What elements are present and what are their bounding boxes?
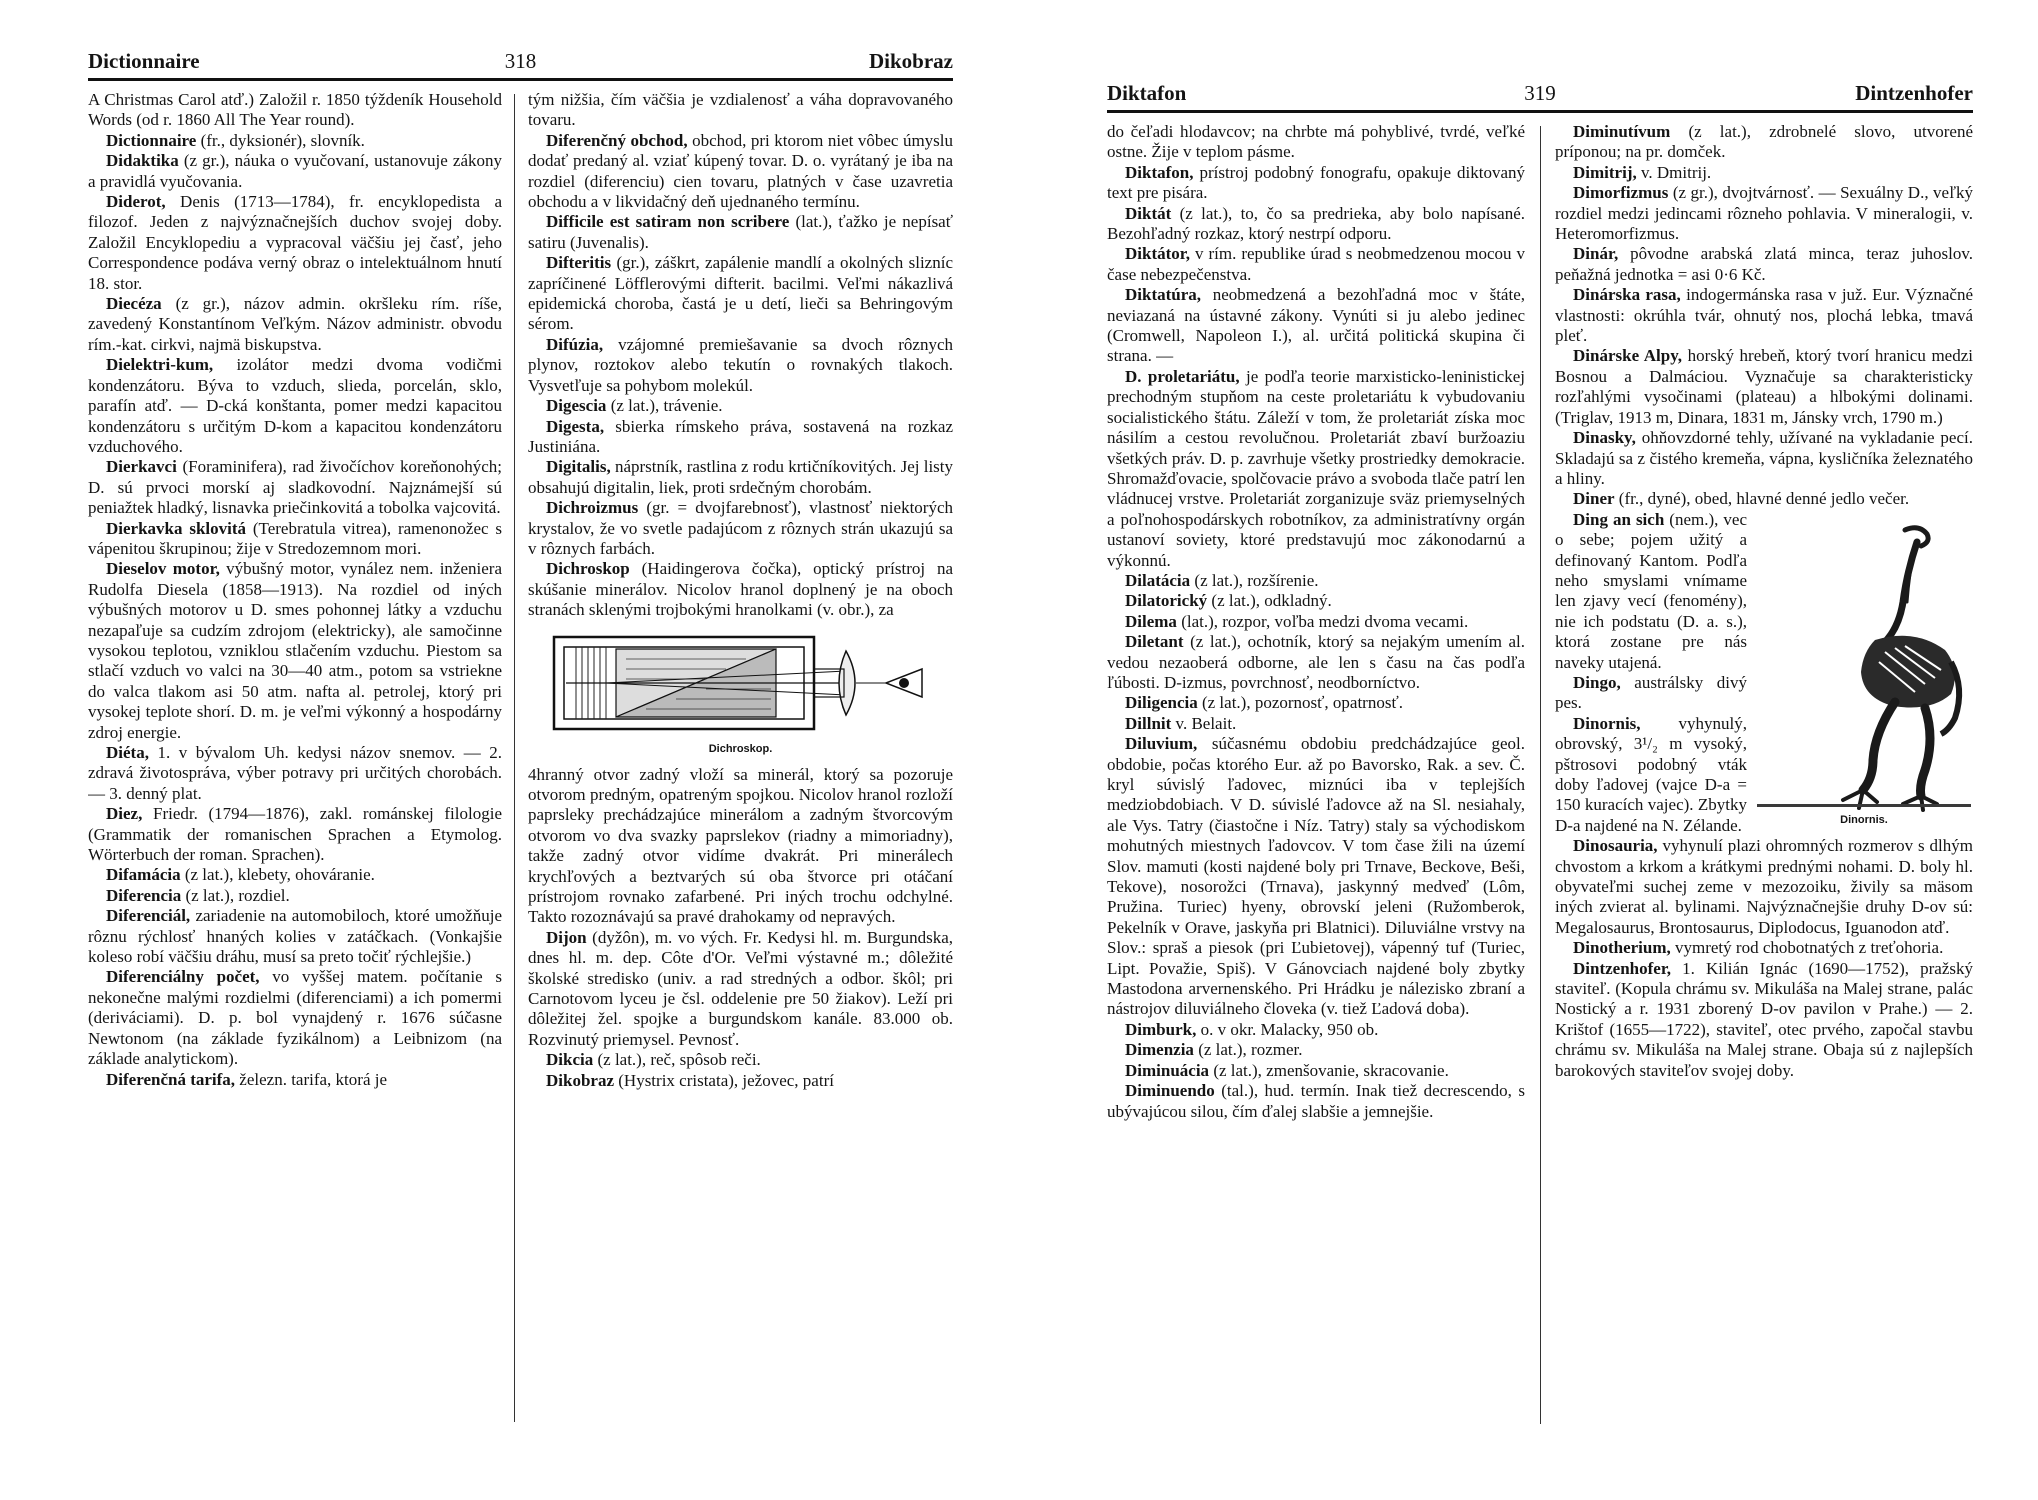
entry-headword: Diferenciál,: [106, 906, 191, 926]
entry-definition: 1. v bývalom Uh. kedysi názov snemov. — 2. zdravá životospráva, výber potravy pri určitých chorobách. — 3. denný plat.: [88, 743, 502, 803]
entry-continuation: [1107, 122, 1525, 163]
entry-headword: Dichroskop: [546, 559, 630, 579]
entry-continuation: [88, 90, 502, 131]
entry-definition: (z lat.), trávenie.: [610, 396, 723, 416]
entry-definition: vymretý rod chobotnatých z treťohoria.: [1675, 938, 1944, 958]
dictionary-entry: [528, 253, 953, 335]
entry-headword: Difteritis: [546, 253, 612, 273]
entry-definition: (Hystrix cristata), ježovec, patrí: [618, 1070, 834, 1090]
entry-headword: Diktátor,: [1125, 244, 1191, 264]
entry-definition: (dyžôn), m. vo vých. Fr. Kedysi hl. m. Burgundska, dnes hl. m. dep. Côte d'Or. Veľmi výstavné m.; dôležité školské stredisko (univ. a rad stredných a odbor. škôl; pri Carnotovom lyceu je čsl. oddelenie pre 50 žiakov). Leží pri dôležitej žel. spojke a burgundskom kanále. 83.000 ob. Rozvinutý priemysel. Pevnosť.: [528, 927, 953, 1049]
dictionary-entry: [528, 498, 953, 559]
dictionary-entry: [88, 967, 502, 1069]
column-divider: [1540, 126, 1541, 1424]
entry-headword: Dillnit: [1125, 713, 1172, 733]
dictionary-entry: [528, 1050, 953, 1070]
entry-definition: (z lat.), rozdiel.: [185, 885, 290, 905]
column-right: [1555, 122, 1973, 1454]
dictionary-entry: [528, 131, 953, 213]
entry-headword: Difúzia,: [546, 334, 604, 354]
dictionary-entry: [88, 151, 502, 192]
dictionary-entry: [88, 294, 502, 355]
entry-headword: Dinárske Alpy,: [1573, 346, 1683, 366]
dictionary-entry: [88, 519, 502, 560]
entry-headword: Dilatorický: [1125, 591, 1208, 611]
entry-definition: (Terebratula vitrea), ramenonožec s vápenitou škrupinou; žije v Stredozemnom mori.: [88, 518, 502, 558]
dichroskop-illustration: [546, 629, 936, 737]
dictionary-entry: [1107, 204, 1525, 245]
page-number: 318: [504, 49, 537, 73]
dictionary-entry: [1107, 632, 1525, 693]
entry-headword: Dictionnaire: [106, 130, 197, 150]
dictionary-entry: [88, 1070, 502, 1090]
dictionary-entry: [1555, 122, 1973, 163]
entry-definition: (nem.), vec o sebe; pojem užitý a definovaný Kantom. Podľa neho smyslami vnímame len zjavy vecí (fenomény), nie ich podstatu (D. a. s.), ktorá zostane pre nás naveky utajená.: [1555, 509, 1747, 672]
entry-continuation: [528, 765, 953, 928]
entry-headword: Diferencia: [106, 885, 182, 905]
entry-headword: Dingo,: [1573, 672, 1621, 692]
dictionary-entry: [1555, 183, 1973, 244]
entry-headword: Diktát: [1125, 203, 1172, 223]
entry-definition: o. v okr. Malacky, 950 ob.: [1200, 1019, 1379, 1039]
dictionary-entry: [1555, 428, 1973, 489]
entry-definition: Friedr. (1794—1876), zakl. románskej filologie (Grammatik der romanischen Sprachen a Etymolog. Wörterbuch der roman. Sprachen).: [88, 804, 502, 865]
entry-definition: (z lat.), rozšírenie.: [1194, 570, 1319, 590]
entry-headword: Dimorfizmus: [1573, 183, 1669, 203]
entry-definition: (Foraminifera), rad živočíchov koreňonohých; D. sú prvoci morskí aj sladkovodní. Najznámejší sú peniažtek hladký, lisnavka priečinkovitá a tobolka vajcovitá.: [88, 457, 502, 518]
page-319: [1107, 81, 1973, 1454]
dictionary-entry: [88, 131, 502, 151]
dichroskop-figure: [528, 629, 953, 755]
dictionary-entry: [1107, 1061, 1525, 1081]
entry-definition: horský hrebeň, ktorý tvorí hranicu medzi Bosnou a Dalmáciou. Vyznačuje sa charakteristicky rozľahlými vysočinami (plateau) a hlbokými dolinami. (Triglav, 1913 m, Dinara, 1831 m, Jánsky vrch, 1790 m.): [1555, 346, 1973, 427]
entry-headword: Diminuendo: [1125, 1081, 1215, 1101]
entry-definition: (gr. = dvojfarebnosť), vlastnosť niektorých krystalov, že vo svetle padajúcom z rôznych strán ukazujú sa v rôznych farbách.: [528, 498, 953, 558]
dictionary-entry: [1107, 367, 1525, 571]
dictionary-entry: [1555, 163, 1973, 183]
dictionary-entry: [1107, 571, 1525, 591]
entry-headword: Dierkavci: [106, 457, 177, 477]
header-guide-word-right: Dikobraz: [869, 49, 953, 73]
entry-definition: pôvodne arabská zlatá minca, teraz juhoslov. peňažná jednotka = asi 0·6 Kč.: [1555, 244, 1973, 284]
dictionary-entry: [88, 457, 502, 518]
dictionary-entry: [528, 559, 953, 620]
entry-headword: Difamácia: [106, 865, 181, 885]
dinornis-skeleton-illustration: [1755, 512, 1973, 812]
entry-definition: austrálsky divý pes.: [1555, 672, 1747, 713]
entry-definition: výbušný motor, vynález nem. inženiera Rudolfa Diesela (1858—1913). Na rozdiel od iných výbušných motorov u D. smes pohonnej látky a vzduchu nezapaľuje sa cudzím zdrojom (elektricky), ale samočinne vysokou teplotou, vzniklou stlačením vzduchu. Piestom sa stlačí vzduch vo valci na 30—40 atm., potom sa vstriekne do valca tlakom asi 50 atm. nafta al. petrolej, ktorý pri vysokej teplote shorí. D. m. je veľmi výkonný a hospodárny zdroj energie.: [88, 559, 502, 742]
column-left: [88, 90, 502, 1452]
entry-definition: sbierka rímskeho práva, sostavená na rozkaz Justiniána.: [528, 416, 953, 456]
dictionary-entry: [1107, 1040, 1525, 1060]
entry-text: do čeľadi hlodavcov; na chrbte má pohyblivé, tvrdé, veľké ostne. Žije v teplom pásme.: [1107, 122, 1525, 162]
dictionary-entry: [1555, 938, 1973, 958]
entry-definition: (fr., dyksionér), slovník.: [200, 130, 365, 150]
entry-definition: (Haidingerova čočka), optický prístroj na skúšanie minerálov. Nicolov hranol doplnený je na oboch stranách sklenými trojbokými hranolkami (v. obr.), za: [528, 559, 953, 620]
dinornis-figure: [1755, 512, 1973, 826]
dictionary-entry: [1107, 714, 1525, 734]
dictionary-entry: [88, 865, 502, 885]
dictionary-entry: [528, 1071, 953, 1091]
entry-definition: (z gr.), náuka o vyučovaní, ustanovuje zákony a pravidlá vyučovania.: [88, 151, 502, 191]
entry-definition: (gr.), záškrt, zapálenie mandlí a okolných slizníc zapríčinené Löfflerovými difterit. bacilmi. Veľmi nákazlivá epidemická choroba, častá je u detí, lieči sa Behringovým sérom.: [528, 253, 953, 334]
dictionary-entry: [1107, 591, 1525, 611]
dichroskop-caption: Dichroskop.: [708, 742, 773, 755]
dictionary-entry: [88, 192, 502, 294]
column-right: [528, 90, 953, 1452]
entry-headword: Dimburk,: [1125, 1019, 1197, 1039]
entry-headword: Dilatácia: [1125, 570, 1191, 590]
dictionary-entry: [1107, 612, 1525, 632]
dictionary-entry: [528, 928, 953, 1050]
entry-definition: náprstník, rastlina z rodu krtičníkovitých. Jej listy obsahujú digitalin, liek, proti srdečným chorobám.: [528, 457, 953, 497]
entry-headword: Diluvium,: [1125, 734, 1198, 754]
entry-headword: Diktatúra,: [1125, 285, 1202, 305]
entry-definition: obchod, pri ktorom niet vôbec úmyslu dodať predaný al. vziať kúpený tovar. D. o. vyrátaný je iba na rozdiel (diferenciu) cien tovaru, platných v čase uzavretia obchodu a v likvidačný deň ujednaného termínu.: [528, 130, 953, 212]
entry-text: 4hranný otvor zadný vloží sa minerál, ktorý sa pozoruje otvorom predným, opatreným spojkou. Nicolov hranol rozloží paprsleky prechádzajúce minerálom a zadným štvorcovým otvorom vo dva svazky paprslekov (riadny a mimoriadny), takže zadný otvor vidíme dvakrát. Pri minerálech krychľových a beztvarých sú oba štvorce pri otáčaní prístrojom rovnako zafarbené. Pri iných trochu odchylné. Takto rozoznávajú sa pravé drahokamy od nepravých.: [528, 764, 953, 927]
entry-definition: (z lat.), pozornosť, opatrnosť.: [1201, 693, 1403, 713]
entry-headword: Dikcia: [546, 1050, 594, 1070]
entry-definition: v rím. republike úrad s neobmedzenou mocou v čase nebezpečenstva.: [1107, 244, 1525, 284]
entry-headword: Diminuácia: [1125, 1060, 1210, 1080]
entry-headword: Ding an sich: [1573, 509, 1665, 529]
entry-definition: v. Belait.: [1175, 713, 1237, 733]
entry-headword: Digitalis,: [546, 457, 611, 477]
entry-definition: 1. Kilián Ignác (1690—1752), pražský staviteľ. (Kopula chrámu sv. Mikuláša na Malej strane, palác Nostický a r. 1931 zborený D-ov pavilon v Prahe.) — 2. Krištof (1655—1722), staviteľ, otec prvého, započal stavbu chrámu sv. Mikuláša na Malej strane. Obaja sú z najlepších barokových staviteľov svojej doby.: [1555, 958, 1973, 1080]
entry-headword: Diez,: [106, 804, 143, 824]
running-head-right-page: [1107, 81, 1973, 113]
entry-definition: (tal.), hud. termín. Inak tiež decrescendo, s ubývajúcou silou, čím ďalej slabšie a jemnejšie.: [1107, 1081, 1525, 1121]
entry-definition: súčasnému obdobiu predchádzajúce geol. obdobie, počas ktorého Eur. až po Bavorsko, Rak. a sev. Č. kryl súvislý ľadovec, miznúci iba v teplejších medziobdobiach. V D. súvislé ľadovce až na Sl. nesiahaly, ale Vys. Tatry (čiastočne i Níz. Tatry) staly sa východiskom mohutných miestnych ľadovcov. V tom čase žili na území Slov. mamuti (kosti najdené boly pri Trnave, Beckove, Beši, Tekove), nosorožci (Trnava), jaskynný medveď (Lôm, Pružina. Turiec) hyeny, obrovskí jeleni (Ružomberok, Pekelník v Orave, jaskyňa pri Blatnici). Diluviálne vrstvy na Slov.: spraš a piesok (pri Ľubietovej), vápenný tuf (Turiec, Lipt. Považie, Spiš). V Gánovciach najdené boly zbytky Mastodona arvernenského. Pri Hrádku je nálezisko zbraní a nástrojov diluviálneho človeka (v. tiež Ľadová doba).: [1107, 734, 1525, 1019]
dictionary-entry: [1555, 836, 1973, 938]
dictionary-entry: [1107, 163, 1525, 204]
dictionary-entry: [1107, 693, 1525, 713]
entry-headword: Digesta,: [546, 416, 605, 436]
entry-definition: (z lat.), reč, spôsob reči.: [597, 1050, 761, 1070]
entry-headword: Dinárska rasa,: [1573, 285, 1681, 305]
entry-headword: Dinotherium,: [1573, 938, 1671, 958]
entry-headword: Dieselov motor,: [106, 559, 220, 579]
header-guide-word-left: Diktafon: [1107, 81, 1187, 105]
dictionary-entry: [1555, 285, 1973, 346]
dictionary-entry: [528, 396, 953, 416]
entry-definition: zariadenie na automobiloch, ktoré umožňuje rôznu rýchlosť hnaných kolies v zatáčkach. (Vonkajšie koleso robí väčšiu dráhu, musí sa preto točiť rýchlejšie.): [88, 906, 502, 967]
dictionary-entry: [88, 355, 502, 457]
entry-headword: Diecéza: [106, 294, 162, 314]
entry-definition: (z lat.), zdrobnelé slovo, utvorené príponou; na pr. domček.: [1555, 122, 1973, 162]
entry-definition: je podľa teorie marxisticko-leninistickej prechodným stupňom na ceste proletariátu k vybudovaniu socialistického štátu. Záleží v tom, že proletariát získa moc násilím a cestou revolučnou. Proletariát zbaví buržoaziu všetkých práv. D. p. zavrhuje všetky prostriedky demokracie. Shromažďovacie, spolčovacie právo a svoboda tlače patrí len vládnucej vrstve. Proletariát zorganizuje sväz priemyselných a poľnohospodárskych robotníkov, za administratívny orgán ustanoví soviety, ktoré predstavujú moc zákonodarnú a výkonnú.: [1107, 366, 1525, 570]
dictionary-entry: [1107, 1020, 1525, 1040]
entry-headword: Dimitrij,: [1573, 162, 1637, 182]
column-left: [1107, 122, 1525, 1454]
entry-headword: Diferenčný obchod,: [546, 130, 688, 150]
dictionary-entry: [528, 457, 953, 498]
entry-headword: Dinasky,: [1573, 428, 1636, 448]
entry-headword: Diktafon,: [1125, 162, 1194, 182]
header-guide-word-left: Dictionnaire: [88, 49, 200, 73]
entry-headword: Diner: [1573, 489, 1615, 509]
dictionary-entry: [528, 335, 953, 396]
entry-headword: Diferenciálny počet,: [106, 967, 260, 987]
entry-headword: Diderot,: [106, 192, 166, 212]
entry-headword: Dimenzia: [1125, 1040, 1194, 1060]
entry-headword: Diligencia: [1125, 693, 1198, 713]
entry-headword: Dinár,: [1573, 244, 1619, 264]
entry-definition: železn. tarifa, ktorá je: [239, 1069, 388, 1089]
dictionary-entry: [1107, 244, 1525, 285]
entry-definition: vyhynulí plazi ohromných rozmerov s dlhým chvostom a krkom a krátkymi prednými nohami. D. boly hl. obyvateľmi suchej zeme v mezozoiku, živily sa mäsom iných zvierat al. bylinami. Najvýznačnejšie druhy D-ov sú: Megalosaurus, Brontosaurus, Diplodocus, Iguanodon atď.: [1555, 836, 1973, 937]
dictionary-entry: [528, 417, 953, 458]
dictionary-entry: [1555, 346, 1973, 428]
entry-definition: (z gr.), dvojtvárnosť. — Sexuálny D., veľký rozdiel medzi jedincami rôzneho pohlavia. V mineralogii, v. Heteromorfizmus.: [1555, 183, 1973, 244]
entry-definition: (z gr.), názov admin. okršleku rím. ríše, zavedený Konstantínom Veľkým. Názov administr. obvodu rím.-kat. cirkvi, najmä biskupstva.: [88, 294, 502, 354]
entry-definition: indogermánska rasa v juž. Eur. Význačné vlastnosti: okrúhla tvár, ohnutý nos, plochá lebka, tmavá pleť.: [1555, 285, 1973, 346]
entry-definition: (fr., dyné), obed, hlavné denné jedlo večer.: [1618, 489, 1910, 509]
entry-definition: izolátor medzi dvoma vodičmi kondenzátoru. Býva to vzduch, slieda, porcelán, sklo, parafín atď. — D-cká konštanta, pomer medzi kapacitou kondenzátoru s určitým D-kom a kapacitou kondenzátoru vzduchového.: [88, 355, 502, 456]
entry-headword: Dielektri-kum,: [106, 355, 214, 375]
entry-headword: Dintzenhofer,: [1573, 958, 1672, 978]
dictionary-entry: [88, 743, 502, 804]
entry-definition: vyhynulý, obrovský, 3¹/₂ m vysoký, pštrosovi podobný vták doby ľadovej (vajce D-a = 150 kuracích vajec). Zbytky D-a najdené na N. Zélande.: [1555, 713, 1747, 835]
entry-definition: v. Dmitrij.: [1640, 162, 1712, 182]
dictionary-entry: [1555, 244, 1973, 285]
entry-headword: D. proletariátu,: [1125, 366, 1240, 386]
entry-headword: Dichroizmus: [546, 498, 639, 518]
entry-definition: vzájomné premiešavanie sa dvoch rôznych plynov, roztokov alebo tekutín o rovnakých tlakoch. Vysvetľuje sa pohybom molekúl.: [528, 334, 953, 395]
dictionary-entry: [88, 559, 502, 743]
entry-headword: Digescia: [546, 396, 607, 416]
entry-definition: (z lat.), to, čo sa predrieka, aby bolo napísané. Bezohľadný rozkaz, ktorý nestrpí odporu.: [1107, 203, 1525, 244]
entry-definition: ohňovzdorné tehly, užívané na vykladanie pecí. Skladajú sa z čistého kremeňa, vápna, kysličníka železnatého a hliny.: [1555, 428, 1973, 488]
entry-continuation: [528, 90, 953, 131]
dictionary-entry: [1107, 734, 1525, 1020]
entry-headword: Diminutívum: [1573, 122, 1671, 141]
entry-text: A Christmas Carol atď.) Založil r. 1850 týždeník Household Words (od r. 1860 All The Year round).: [88, 90, 502, 130]
entry-headword: Diletant: [1125, 632, 1184, 652]
entry-definition: (lat.), rozpor, voľba medzi dvoma vecami.: [1181, 611, 1469, 631]
running-head-left-page: [88, 49, 953, 81]
dictionary-entry: [1107, 285, 1525, 367]
dictionary-entry: [1107, 1081, 1525, 1122]
dictionary-entry: [1555, 959, 1973, 1081]
entry-headword: Diéta,: [106, 743, 149, 762]
entry-definition: (z lat.), ochotník, ktorý sa nejakým umením al. vedou nezaoberá odborne, ale len s času na čas podľa ľúbosti. D-izmus, povrchnosť, neodborníctvo.: [1107, 632, 1525, 692]
entry-headword: Dinosauria,: [1573, 836, 1658, 856]
entry-definition: neobmedzená a bezohľadná moc v štáte, neviazaná na ústavné zákony. Vynúti si ju alebo jedinec (Cromwell, Napoleon I.), al. určitá politická skupina či strana. —: [1107, 285, 1525, 366]
entry-text: tým nižšia, čím väčšia je vzdialenosť a váha dopravovaného tovaru.: [528, 90, 953, 130]
entry-definition: (lat.), ťažko je nepísať satiru (Juvenalis).: [528, 212, 953, 252]
entry-definition: (z lat.), rozmer.: [1198, 1040, 1303, 1060]
entry-headword: Diferenčná tarifa,: [106, 1069, 236, 1089]
entry-definition: (z lat.), zmenšovanie, skracovanie.: [1213, 1060, 1449, 1080]
entry-headword: Dijon: [546, 927, 587, 947]
entry-definition: Denis (1713—1784), fr. encyklopedista a filozof. Jeden z najvýznačnejších duchov svojej doby. Založil Encyklopediu a vypracoval väčšiu jej časť, jeho Correspondence podáva verný obraz o intelektuálnom hnutí 18. stor.: [88, 192, 502, 293]
dinornis-caption: Dinornis.: [1840, 813, 1888, 826]
header-guide-word-right: Dintzenhofer: [1855, 81, 1973, 105]
dictionary-entry: [88, 906, 502, 967]
entry-definition: prístroj podobný fonografu, opakuje diktovaný text pre pisára.: [1107, 162, 1525, 203]
page-318: [88, 49, 953, 1452]
page-number: 319: [1524, 81, 1556, 105]
entry-headword: Dilema: [1125, 611, 1177, 631]
entry-headword: Dierkavka sklovitá: [106, 518, 247, 538]
entry-definition: (z lat.), klebety, ohováranie.: [184, 865, 375, 885]
dictionary-entry: [88, 804, 502, 865]
entry-definition: (z lat.), odkladný.: [1211, 591, 1332, 611]
column-divider: [514, 94, 515, 1422]
entry-headword: Didaktika: [106, 151, 179, 171]
dictionary-entry: [88, 886, 502, 906]
entry-headword: Dikobraz: [546, 1070, 614, 1090]
entry-definition: vo vyššej matem. počítanie s nekonečne malými rozdielmi (diferenciami) a ich pomermi (deriváciami). D. p. bol vynajdený r. 1676 súčasne Newtonom (na základe fyzikálnom) a Leibnizom (na základe analytickom).: [88, 967, 502, 1069]
entry-headword: Difficile est satiram non scribere: [546, 212, 790, 232]
entry-headword: Dinornis,: [1573, 713, 1641, 733]
dictionary-entry: [528, 212, 953, 253]
dictionary-entry: [1555, 489, 1973, 509]
